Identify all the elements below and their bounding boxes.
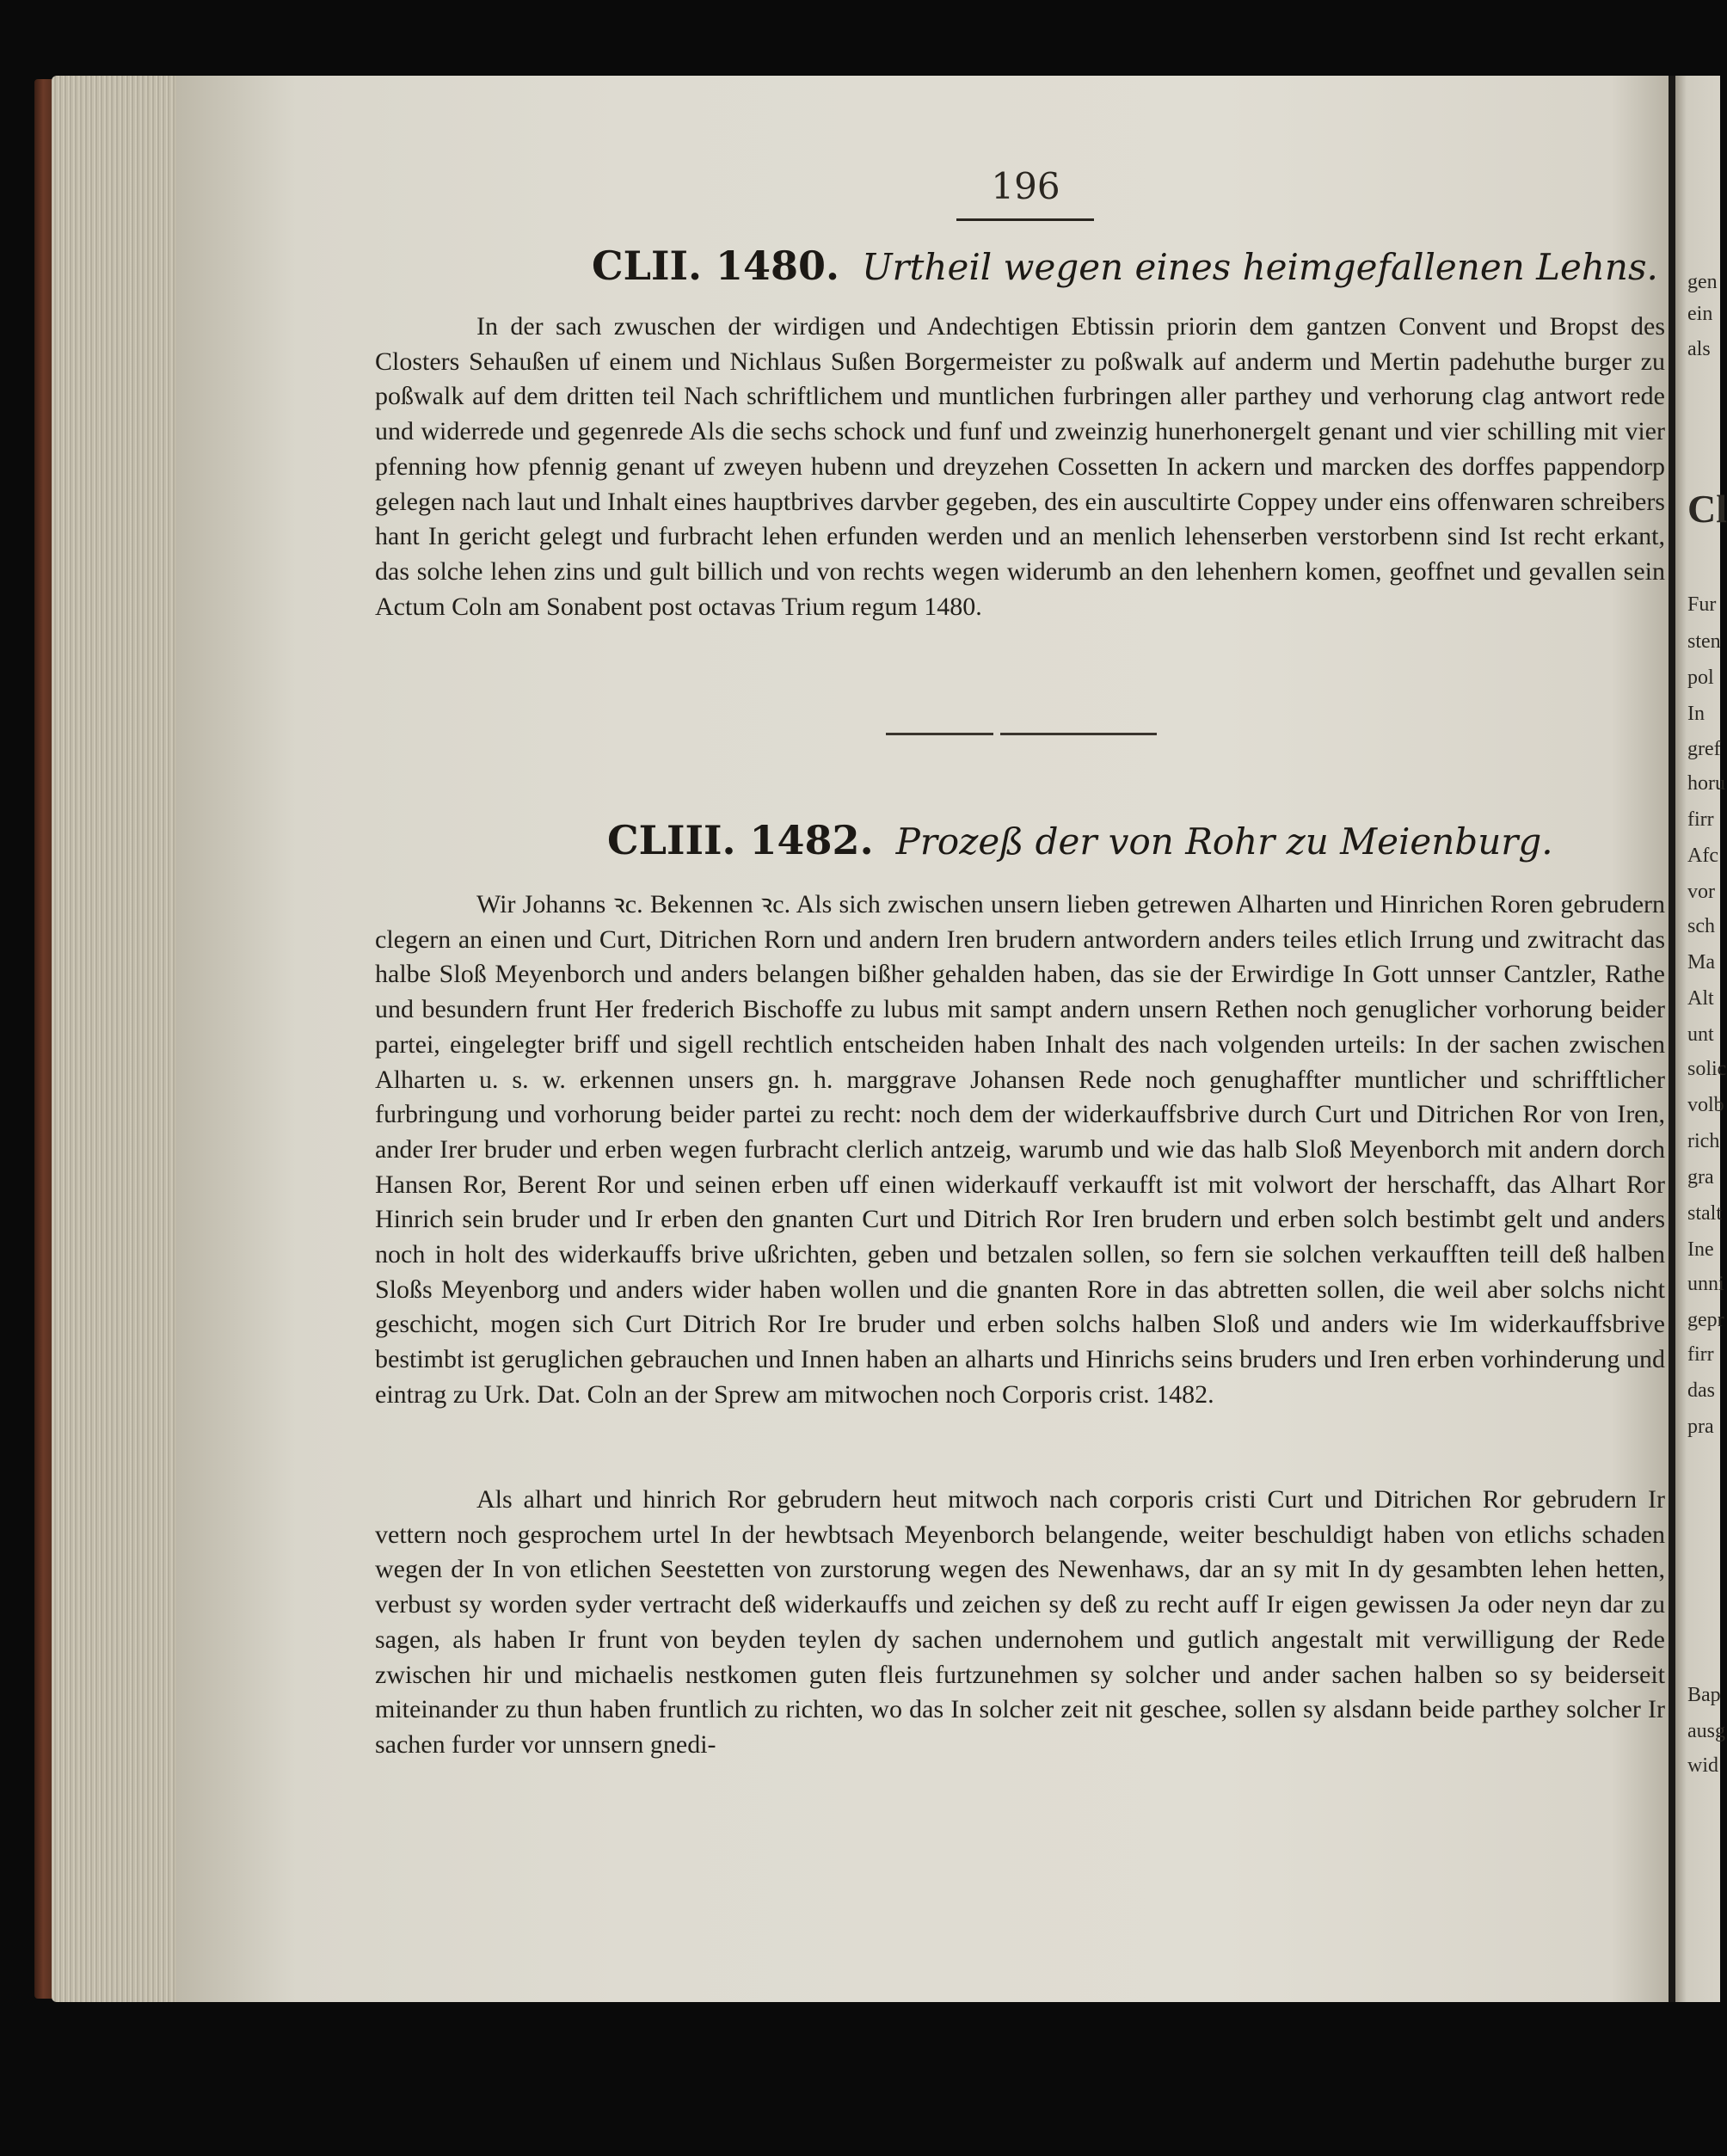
next-page-fragment: volb <box>1687 1094 1724 1116</box>
page-number: 196 <box>991 165 1060 207</box>
section-number: CLIII. 1482. <box>607 817 874 863</box>
next-page-fragment: Afc <box>1687 845 1718 867</box>
next-page-fragment: unni <box>1687 1273 1724 1295</box>
next-page-fragment: Ine <box>1687 1238 1714 1261</box>
next-page-fragment: Cl <box>1687 487 1727 531</box>
next-page-fragment: Ma <box>1687 951 1715 974</box>
section-heading-clii <box>592 243 1658 289</box>
next-page-fragment: pra <box>1687 1416 1714 1438</box>
next-page-fragment: horu <box>1687 772 1725 795</box>
next-page-fragment: gen <box>1687 271 1718 293</box>
next-page-fragment: Alt <box>1687 987 1714 1010</box>
next-page-fragment: wid <box>1687 1754 1718 1777</box>
separator-rule <box>886 733 993 735</box>
next-page-fragment: firr <box>1687 1343 1714 1366</box>
next-page-fragment: unt <box>1687 1023 1714 1046</box>
next-page-fragment: gra <box>1687 1166 1714 1189</box>
next-page-fragment: sten <box>1687 630 1721 653</box>
next-page-fragment: pol <box>1687 666 1714 689</box>
next-page-fragment: das <box>1687 1379 1715 1402</box>
next-page-fragment: In <box>1687 703 1705 725</box>
section-paragraph: Wir Johanns ꝛc. Bekennen ꝛc. Als sich zwischen unsern lieben getrewen Alharten und Hinrichen Roren gebrudern clegern an einen und Curt, Ditrichen Rorn und andern Iren brudern antwordern anders teiles etlich Irrung und zwitracht das halbe Sloß Meyenborch und anders belangen bißher gehalden haben, das sie der Erwirdige In Gott unnser Cantzler, Rathe und besundern frunt Her frederich Bischoffe zu lubus mit sampt andern unsern Rethen noch genuglicher vorhorung beider partei, eingelegter briff und sigell rechtlich entscheiden haben Inhalt des nach volgenden urteils: In der sachen zwischen Alharten u. s. w. erkennen unsers gn. h. marggrave Johansen Rede noch genughaffter muntlicher und schrifftlicher furbringung und vorhorung beider partei zu recht: noch dem der widerkauffsbrive durch Curt und Ditrichen Ror von Iren, ander Irer bruder und erben wegen furbracht clerlich antzeig, warumb und wie das halb Sloß Meyenborch mit andern dorch Hansen Ror, Berent Ror und seinen erben uff einen widerkauff verkaufft ist mit volwort der herschafft, das Alhart Ror Hinrich sein bruder und Ir erben den gnanten Curt und Ditrich Ror Iren brudern und erben solch bestimbt gelt und anders noch in holt des widerkauffs brive ußrichten, geben und betzalen sollen, so fern sie solchen verkaufften teill deß halben Sloßs Meyenborg und anders wider haben wollen und die gnanten Rore in das abtretten sollen, die weil aber solchs nicht geschicht, mogen sich Curt Ditrich Ror Ire bruder und erben solchs halben Sloß und anders wie Im widerkauffsbrive bestimbt ist geruglichen gebrauchen und Innen haben an alharts und Hinrichs seins bruders und Iren erben vorhinderung und eintrag zu Urk. Dat. Coln an der Sprew am mitwochen noch Corporis crist. 1482. <box>375 890 1665 1409</box>
section-title: Prozeß der von Rohr zu Meienburg. <box>895 820 1553 863</box>
separator-rule <box>1000 733 1157 735</box>
next-page-fragment: solic <box>1687 1058 1727 1080</box>
section-title: Urtheil wegen eines heimgefallenen Lehns. <box>862 246 1658 288</box>
next-page-fragment: firr <box>1687 808 1714 831</box>
next-page-fragment: rich <box>1687 1130 1720 1152</box>
next-page-fragment: Bap <box>1687 1684 1721 1706</box>
section-heading-cliii <box>607 817 1553 863</box>
next-page-fragment: sch <box>1687 915 1715 937</box>
next-page-fragment: Fur <box>1687 593 1717 616</box>
next-page-fragment: ein <box>1687 303 1713 325</box>
next-page-fragment: gref <box>1687 738 1721 760</box>
page-edges <box>52 76 181 2002</box>
section-paragraph: Als alhart und hinrich Ror gebrudern heut mitwoch nach corporis cristi Curt und Ditrichen Ror gebrudern Ir vettern noch gesprochem urtel In der hewbtsach Meyenborch belangende, weiter beschuldigt haben von etlichs schaden wegen der In von etlichen Seestetten von zurstorung wegen des Newenhaws, dar an sy mit In dy gesambten lehen hetten, verbust sy worden syder vertracht deß widerkauffs und zeichen sy deß zu recht auff Ir eigen gewissen Ja oder neyn dar zu sagen, als haben Ir frunt von beyden teylen dy sachen undernohem und gutlich angestalt mit verwilligung der Rede zwischen hir und michaelis nestkomen guten fleis furtzunehmen sy solcher und ander sachen halben so sy beiderseit miteinander zu thun haben fruntlich zu richten, wo das In solcher zeit nit geschee, sollen sy alsdann beide parthey solcher Ir sachen furder vor unnsern gnedi- <box>375 1485 1665 1759</box>
gutter <box>1669 76 1675 2002</box>
page-number-rule <box>956 218 1094 221</box>
next-page-fragment: gepr <box>1687 1309 1724 1331</box>
section-number: CLII. 1480. <box>592 243 840 289</box>
section-paragraph: In der sach zwuschen der wirdigen und Andechtigen Ebtissin priorin dem gantzen Convent und Bropst des Closters Sehaußen uf einem und Nichlaus Sußen Borgermeister zu poßwalk auf anderm und Mertin padehuthe burger zu poßwalk auf dem dritten teil Nach schriftlichem und muntlichen furbringen aller parthey und verhorung clag antwort rede und widerrede und gegenrede Als die sechs schock und funf und zweinzig hunerhonergelt genant und vier schilling mit vier pfenning how pfennig genant uf zweyen hubenn und dreyzehen Cossetten In ackern und marcken des dorffes pappendorp gelegen nach laut und Inhalt eines hauptbrives darvber gegeben, des ein auscultirte Coppey under eins offenwaren schreibers hant In gericht gelegt und furbracht lehen erfunden werden und an menlich lehenserben verstorbenn sind Ist recht erkant, das solche lehen zins und gult billich und von rechts wegen widerumb an den lehenhern komen, geoffnet und gevallen sein Actum Coln am Sonabent post octavas Trium regum 1480. <box>375 312 1665 621</box>
next-page-fragment: ausg <box>1687 1720 1725 1742</box>
next-page-fragment: stalt <box>1687 1202 1722 1225</box>
next-page-fragment: als <box>1687 338 1711 360</box>
next-page-fragment: vor <box>1687 881 1715 903</box>
